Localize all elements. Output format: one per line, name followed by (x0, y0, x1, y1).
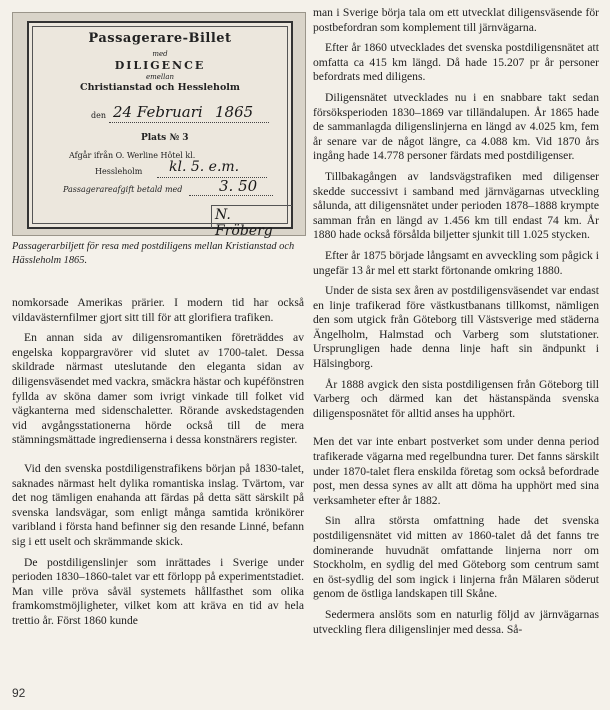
paragraph: Sin allra största omfattning hade det svenska postdiligensnätet vid mitten av 1860-talet då det fanns tre dominerande huvudnät omfattande linjerna norr om Stockholm, en sydlig del med Göteborg som centrum samt en öst-sydlig del som ingick i linjerna från Mälaren söderut genom de östliga landskapen till Skåne. (313, 514, 599, 601)
ticket-route: Christianstad och Hessleholm (80, 82, 240, 93)
ticket-den-label: den (91, 111, 107, 120)
paragraph: En annan sida av diligensromantiken företräddes av engelska koppargravörer vid slutet av 1700-talet. Dessa skildrade närmast uteslutande den eleganta sidan av diligensväsendet med vackra, smäckra hästar och kupéfönstren fyllda av sköna damer som ivrigt vinkade till folket vid vägkanterna med sidenschaletter. Rörande avskedstagenden vid avgångsstationerna hörde också till de mera stämningsmättade ingredienserna i dessa konstnärers register. (12, 331, 304, 447)
ticket-fee-line (189, 195, 273, 196)
paragraph: De postdiligenslinjer som inrättades i Sverige under perioden 1830–1860-talet var ett förlopp på experimentstadiet. Man ville pröva såväl systemets hållfasthet som olika framkomstmöjligheter, vilket kom att kräva en tid av hela trettio år. Först 1860 kunde (12, 555, 304, 627)
page-number: 92 (12, 686, 26, 700)
paragraph: År 1888 avgick den sista postdiligensen från Göteborg till Varberg och därmed kan det hästanspända svenska diligensposnätet för alltid anses ha upphört. (313, 377, 599, 420)
paragraph: Men det var inte enbart postverket som under denna period trafikerade vägarna med regelbundna turer. Det fanns särskilt under 1870-talet flera enskilda företag som också befordrade post, men dessa synes av allt att döma ha upphört med sina verksamheter efter år 1882. (313, 435, 599, 507)
ticket-diligence: DILIGENCE (114, 59, 206, 72)
ticket-date-line (109, 122, 269, 123)
ticket-plats: Plats № 3 (141, 133, 189, 143)
ticket-date-handwritten: 24 Februari (113, 103, 203, 121)
ticket-caption: Passagerarbiljett för resa med postdiligens mellan Kristianstad och Hässleholm 1865. (12, 241, 295, 266)
paragraph: Vid den svenska postdiligenstrafikens början på 1830-talet, saknades närmast helt dylika romantiska inslag. Tvärtom, var det nog tämligen enahanda att färdas på detta sätt särskilt på svenska landsvägar, som enligt många samtida krönikörer varibland i första hand befinner sig den resande Linné, befann sig i ett uselt och skrämmande skick. (12, 461, 304, 548)
paragraph: Tillbakagången av landsvägstrafiken med diligenser skedde successivt i samband med järnvägarnas utveckling sålunda, att diligensnätet under perioden 1878–1888 krympte samman från en längd av 1.456 km till endast 74 km. År 1880 hade också försålda biljetter sjunkit till 1.025 stycken. (313, 169, 599, 242)
ticket-time-handwritten: kl. 5. e.m. (169, 159, 240, 175)
paragraph: man i Sverige börja tala om ett utvecklat diligensväsende för postbefordran som komplement till järnvägarna. (313, 6, 599, 34)
ticket-hessleholm: Hessleholm (95, 167, 143, 176)
ticket-fee-handwritten: 3. 50 (219, 177, 258, 195)
passenger-ticket (27, 21, 293, 239)
ticket-emellan: emellan (145, 73, 175, 81)
ticket-med: med (152, 50, 168, 58)
ticket-signature: N. Fröberg (215, 207, 273, 239)
right-column (313, 6, 599, 637)
paragraph: nomkorsade Amerikas prärier. I modern tid har också vildavästernfilmer gjort sitt till för att glorifiera trafiken. (12, 296, 304, 324)
paragraph: Efter år 1875 började långsamt en avveckling som pågick i ungefär 13 år mel ett starkt förtonande omkring 1880. (313, 248, 599, 277)
paragraph: Sedermera anslöts som en naturlig följd av järnvägarnas utveckling flera diligenslinjer med dessa. Så- (313, 607, 599, 636)
ticket-year-handwritten: 1865 (215, 103, 254, 121)
ticket-afgar: Afgår ifrån O. Werline Hôtel kl. (69, 151, 196, 160)
paragraph: Under de sista sex åren av postdiligensväsendet var endast en linje trafikerad före västkustbanans tillkomst, nämligen den som utgick från Göteborg till Västsverige med städerna Ängelholm, Halmstad och Varberg som slutstationer. Ursprungligen hade denna linje haft sin ändpunkt i Hälsingborg. (313, 284, 599, 371)
ticket-title: Passagerare-Billet (88, 31, 232, 46)
ticket-photo (12, 12, 306, 239)
paragraph: Diligensnätet utvecklades nu i en snabbare takt sedan försöksperioden 1830–1869 var tilländalupen. År 1865 hade de sammanlagda diligenslinjerna en längd av 4.025 km, fem år senare var de något längre, ca 4.088 km. Vid 1870 års ingång hade 14.778 personer färdats med postdiligenser. (313, 90, 599, 163)
paragraph: Efter år 1860 utvecklades det svenska postdiligensnätet att omfatta ca 415 km längd. Då hade 15.207 pr år personer befordrats med diligens. (313, 41, 599, 84)
ticket-avgift: Passagerareafgift betald med (63, 185, 183, 194)
left-column (12, 296, 304, 628)
